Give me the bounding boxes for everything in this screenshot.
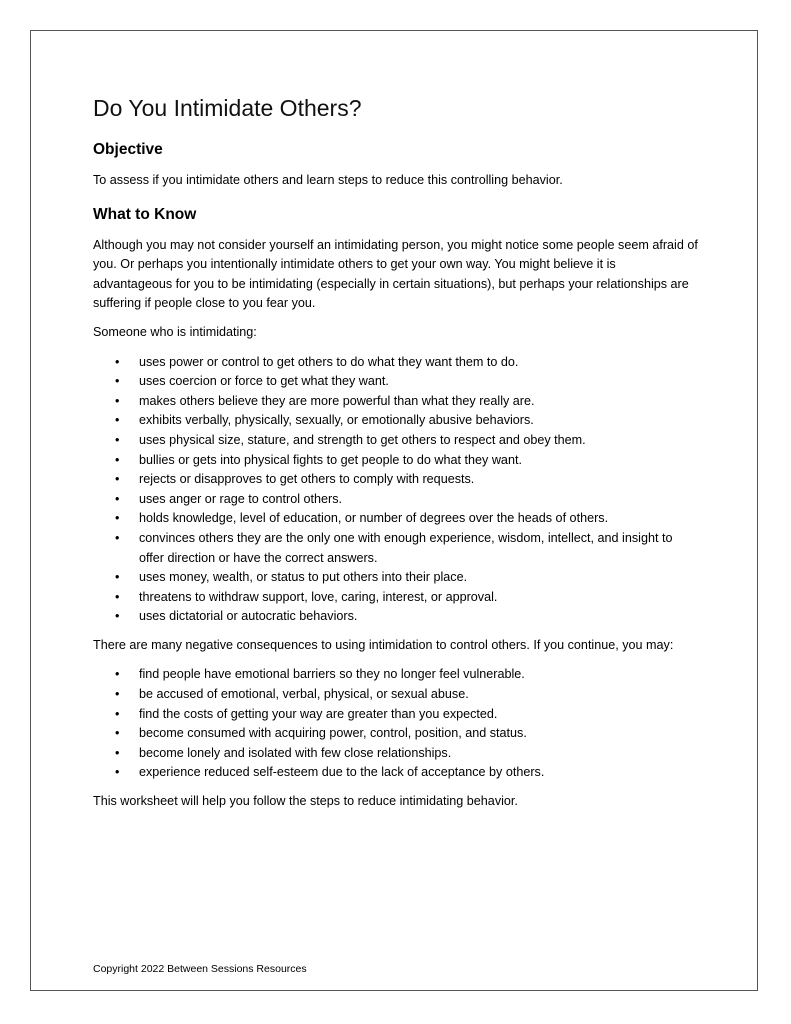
consequence-item xyxy=(93,763,698,783)
trait-item xyxy=(93,431,698,451)
closing-paragraph: This worksheet will help you follow the steps to reduce intimidating behavior. xyxy=(93,794,518,809)
traits-list xyxy=(93,353,698,627)
trait-item xyxy=(93,568,698,588)
consequence-item-text: become consumed with acquiring power, control, position, and status. xyxy=(139,726,527,741)
objective-text: To assess if you intimidate others and learn steps to reduce this controlling behavior. xyxy=(93,173,563,187)
trait-item-text: holds knowledge, level of education, or number of degrees over the heads of others. xyxy=(139,511,609,526)
trait-item-text: uses power or control to get others to do what they want them to do. xyxy=(139,354,519,369)
consequences-intro: There are many negative consequences to using intimidation to control others. If you continue, you may: xyxy=(93,637,674,652)
copyright-footer: Copyright 2022 Between Sessions Resources xyxy=(93,963,307,975)
consequence-item-text: find people have emotional barriers so they no longer feel vulnerable. xyxy=(139,667,525,682)
trait-item xyxy=(93,509,698,529)
consequence-item-text: become lonely and isolated with few close relationships. xyxy=(139,745,452,760)
objective-heading: Objective xyxy=(93,141,163,158)
bullet-icon: • xyxy=(115,432,120,447)
trait-item xyxy=(93,451,698,471)
bullet-icon: • xyxy=(115,452,120,467)
trait-item xyxy=(93,372,698,392)
trait-item-text: bullies or gets into physical fights to get people to do what they want. xyxy=(139,452,522,467)
bullet-icon: • xyxy=(115,687,120,702)
trait-item-text: rejects or disapproves to get others to comply with requests. xyxy=(139,472,475,487)
trait-item xyxy=(93,588,698,608)
bullet-icon: • xyxy=(115,570,120,585)
consequence-item xyxy=(93,744,698,764)
what-to-know-heading: What to Know xyxy=(93,205,197,223)
trait-item-text: uses coercion or force to get what they want. xyxy=(139,374,389,389)
trait-item xyxy=(93,353,698,373)
consequences-list xyxy=(93,665,698,783)
trait-item xyxy=(93,392,698,412)
consequence-item xyxy=(93,705,698,725)
consequence-item-text: find the costs of getting your way are greater than you expected. xyxy=(139,706,498,721)
trait-item xyxy=(93,490,698,510)
trait-item xyxy=(93,607,698,627)
trait-item xyxy=(93,411,698,431)
bullet-icon: • xyxy=(115,393,120,408)
trait-item-text: convinces others they are the only one with enough experience, wisdom, intellect, and insight to offer direction or have the correct answers. xyxy=(139,530,673,565)
bullet-icon: • xyxy=(115,530,120,545)
consequence-item-text: be accused of emotional, verbal, physical, or sexual abuse. xyxy=(139,687,469,702)
bullet-icon: • xyxy=(115,491,120,506)
trait-item-text: threatens to withdraw support, love, caring, interest, or approval. xyxy=(139,589,498,604)
bullet-icon: • xyxy=(115,589,120,604)
bullet-icon: • xyxy=(115,354,120,369)
consequence-item-text: experience reduced self-esteem due to the lack of acceptance by others. xyxy=(139,765,545,780)
trait-item xyxy=(93,470,698,490)
bullet-icon: • xyxy=(115,609,120,624)
bullet-icon: • xyxy=(115,726,120,741)
bullet-icon: • xyxy=(115,745,120,760)
bullet-icon: • xyxy=(115,765,120,780)
page-title: Do You Intimidate Others? xyxy=(93,95,362,121)
consequence-item xyxy=(93,724,698,744)
intro-paragraph: Although you may not consider yourself an intimidating person, you might notice some people seem afraid of you. Or perhaps you intentionally intimidate others to get your own way. You might believe it is advantageous for you to be intimidating (especially in certain situations), but perhaps your relationships are suffering if people close to you fear you. xyxy=(93,237,698,311)
trait-item-text: uses physical size, stature, and strength to get others to respect and obey them. xyxy=(139,432,586,447)
document-body xyxy=(93,92,698,821)
consequence-item xyxy=(93,685,698,705)
bullet-icon: • xyxy=(115,472,120,487)
trait-item-text: uses anger or rage to control others. xyxy=(139,491,343,506)
trait-item-text: uses money, wealth, or status to put others into their place. xyxy=(139,570,468,585)
consequence-item xyxy=(93,665,698,685)
bullet-icon: • xyxy=(115,667,120,682)
trait-item-text: uses dictatorial or autocratic behaviors. xyxy=(139,609,358,624)
bullet-icon: • xyxy=(115,413,120,428)
bullet-icon: • xyxy=(115,706,120,721)
bullet-icon: • xyxy=(115,374,120,389)
trait-item xyxy=(93,529,698,568)
trait-item-text: exhibits verbally, physically, sexually, or emotionally abusive behaviors. xyxy=(139,413,534,428)
trait-item-text: makes others believe they are more powerful than what they really are. xyxy=(139,393,535,408)
bullet-icon: • xyxy=(115,511,120,526)
traits-list-intro: Someone who is intimidating: xyxy=(93,324,257,339)
